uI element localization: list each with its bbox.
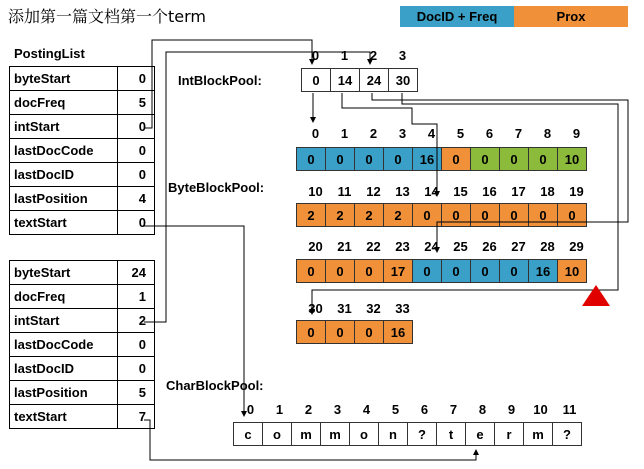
pool-cell: 0 [441, 203, 471, 227]
index-label: 1 [340, 126, 349, 141]
index-label: 3 [333, 402, 342, 417]
posting2-field-name: lastPosition [10, 381, 118, 405]
pool-cell: 24 [359, 68, 389, 92]
index-label: 9 [572, 126, 581, 141]
index-label: 8 [478, 402, 487, 417]
pool-cell: 0 [296, 320, 326, 344]
index-label: 0 [311, 48, 320, 63]
index-label: 3 [398, 126, 407, 141]
posting1-field-name: byteStart [10, 67, 118, 91]
index-label: 24 [424, 239, 439, 254]
pool-cell: r [494, 422, 524, 446]
pool-cell: 16 [412, 147, 442, 171]
pool-cell: o [349, 422, 379, 446]
pool-cell: 0 [528, 203, 558, 227]
pool-cell: 0 [557, 203, 587, 227]
posting1-field-name: lastDocID [10, 163, 118, 187]
index-label: 30 [308, 301, 323, 316]
pool-cell: o [262, 422, 292, 446]
pool-cell: 16 [528, 259, 558, 283]
index-label: 0 [311, 126, 320, 141]
pool-cell: 0 [499, 147, 529, 171]
pool-cell: 0 [354, 320, 384, 344]
index-label: 2 [369, 48, 378, 63]
current-position-marker [582, 285, 610, 306]
page-title: 添加第一篇文档第一个term [8, 7, 207, 26]
pool-cell: ? [407, 422, 437, 446]
posting1-field-value: 0 [118, 139, 155, 163]
wire-int3 [312, 93, 618, 314]
index-label: 31 [337, 301, 352, 316]
index-label: 6 [485, 126, 494, 141]
pool-cell: 10 [557, 147, 587, 171]
byte-block-pool-label: ByteBlockPool: [168, 180, 265, 195]
index-label: 11 [337, 184, 352, 199]
index-label: 23 [395, 239, 410, 254]
posting-list-label: PostingList [14, 46, 85, 61]
posting2-field-name: textStart [10, 405, 118, 429]
pool-cell: e [465, 422, 495, 446]
posting2-field-value: 0 [118, 357, 155, 381]
pool-cell: 0 [412, 203, 442, 227]
posting2-field-value: 24 [118, 261, 155, 285]
posting1-field-name: docFreq [10, 91, 118, 115]
index-label: 14 [424, 184, 439, 199]
posting1-field-value: 4 [118, 187, 155, 211]
posting2-field-name: intStart [10, 309, 118, 333]
index-label: 29 [569, 239, 584, 254]
index-label: 7 [449, 402, 458, 417]
pool-cell: 0 [470, 203, 500, 227]
pool-cell: 0 [354, 147, 384, 171]
index-label: 10 [308, 184, 323, 199]
pool-cell: 17 [383, 259, 413, 283]
pool-cell: 0 [296, 259, 326, 283]
index-label: 1 [340, 48, 349, 63]
index-label: 4 [427, 126, 436, 141]
index-label: 11 [562, 402, 577, 417]
pool-cell: 0 [470, 259, 500, 283]
index-label: 6 [420, 402, 429, 417]
index-label: 17 [511, 184, 526, 199]
pool-cell: 0 [325, 147, 355, 171]
posting1-field-name: intStart [10, 115, 118, 139]
pool-cell: 2 [325, 203, 355, 227]
pool-cell: 0 [470, 147, 500, 171]
pool-cell: 2 [354, 203, 384, 227]
pool-cell: m [320, 422, 350, 446]
index-label: 26 [482, 239, 497, 254]
index-label: 12 [366, 184, 381, 199]
wire-intstart-1 [144, 40, 312, 128]
wire-int2 [372, 93, 628, 252]
pool-cell: t [436, 422, 466, 446]
pool-cell: m [523, 422, 553, 446]
index-label: 21 [337, 239, 352, 254]
int-block-pool-label: IntBlockPool: [178, 73, 262, 88]
index-label: 18 [540, 184, 555, 199]
pool-cell: 0 [383, 147, 413, 171]
posting1-field-value: 0 [118, 211, 155, 235]
index-label: 7 [514, 126, 523, 141]
index-label: 27 [511, 239, 526, 254]
pool-cell: m [291, 422, 321, 446]
pool-cell: 0 [441, 147, 471, 171]
posting2-field-value: 1 [118, 285, 155, 309]
index-label: 25 [453, 239, 468, 254]
index-label: 8 [543, 126, 552, 141]
pool-cell: c [233, 422, 263, 446]
pool-cell: 30 [388, 68, 418, 92]
pool-cell: 0 [499, 203, 529, 227]
pool-cell: 0 [301, 68, 331, 92]
pool-cell: 0 [499, 259, 529, 283]
index-label: 2 [304, 402, 313, 417]
index-label: 3 [398, 48, 407, 63]
index-label: 28 [540, 239, 555, 254]
pool-cell: 2 [383, 203, 413, 227]
index-label: 19 [569, 184, 584, 199]
pool-cell: 2 [296, 203, 326, 227]
posting2-field-value: 5 [118, 381, 155, 405]
pool-cell: 10 [557, 259, 587, 283]
pool-cell: n [378, 422, 408, 446]
index-label: 15 [453, 184, 468, 199]
pool-cell: 16 [383, 320, 413, 344]
legend-prox-label: Prox [556, 9, 586, 24]
posting1-field-value: 0 [118, 163, 155, 187]
index-label: 16 [482, 184, 497, 199]
posting1-field-name: textStart [10, 211, 118, 235]
index-label: 2 [369, 126, 378, 141]
pool-cell: 0 [354, 259, 384, 283]
posting1-field-value: 0 [118, 115, 155, 139]
index-label: 9 [507, 402, 516, 417]
index-label: 10 [533, 402, 548, 417]
pool-cell: 0 [441, 259, 471, 283]
legend-docid-freq-label: DocID + Freq [416, 9, 498, 24]
posting2-field-value: 2 [118, 309, 155, 333]
posting1-field-value: 5 [118, 91, 155, 115]
char-block-pool-label: CharBlockPool: [166, 378, 264, 393]
posting1-field-name: lastPosition [10, 187, 118, 211]
pool-cell: 0 [528, 147, 558, 171]
posting2-field-name: lastDocID [10, 357, 118, 381]
wire-textstart-2 [144, 420, 476, 460]
index-label: 32 [366, 301, 381, 316]
pool-cell: ? [552, 422, 582, 446]
posting2-field-name: docFreq [10, 285, 118, 309]
posting2-field-value: 0 [118, 333, 155, 357]
posting2-field-value: 7 [118, 405, 155, 429]
pool-cell: 0 [325, 259, 355, 283]
index-label: 4 [362, 402, 371, 417]
index-label: 20 [308, 239, 323, 254]
wire-int1 [342, 93, 437, 196]
index-label: 0 [246, 402, 255, 417]
posting1-field-value: 0 [118, 67, 155, 91]
posting2-field-name: lastDocCode [10, 333, 118, 357]
index-label: 5 [391, 402, 400, 417]
pool-cell: 0 [412, 259, 442, 283]
index-label: 1 [275, 402, 284, 417]
index-label: 13 [395, 184, 410, 199]
posting2-field-name: byteStart [10, 261, 118, 285]
index-label: 5 [456, 126, 465, 141]
posting1-field-name: lastDocCode [10, 139, 118, 163]
index-label: 22 [366, 239, 381, 254]
pool-cell: 0 [325, 320, 355, 344]
pool-cell: 0 [296, 147, 326, 171]
pool-cell: 14 [330, 68, 360, 92]
index-label: 33 [395, 301, 410, 316]
wire-intstart-2 [144, 52, 370, 322]
wire-textstart-1 [144, 226, 244, 416]
